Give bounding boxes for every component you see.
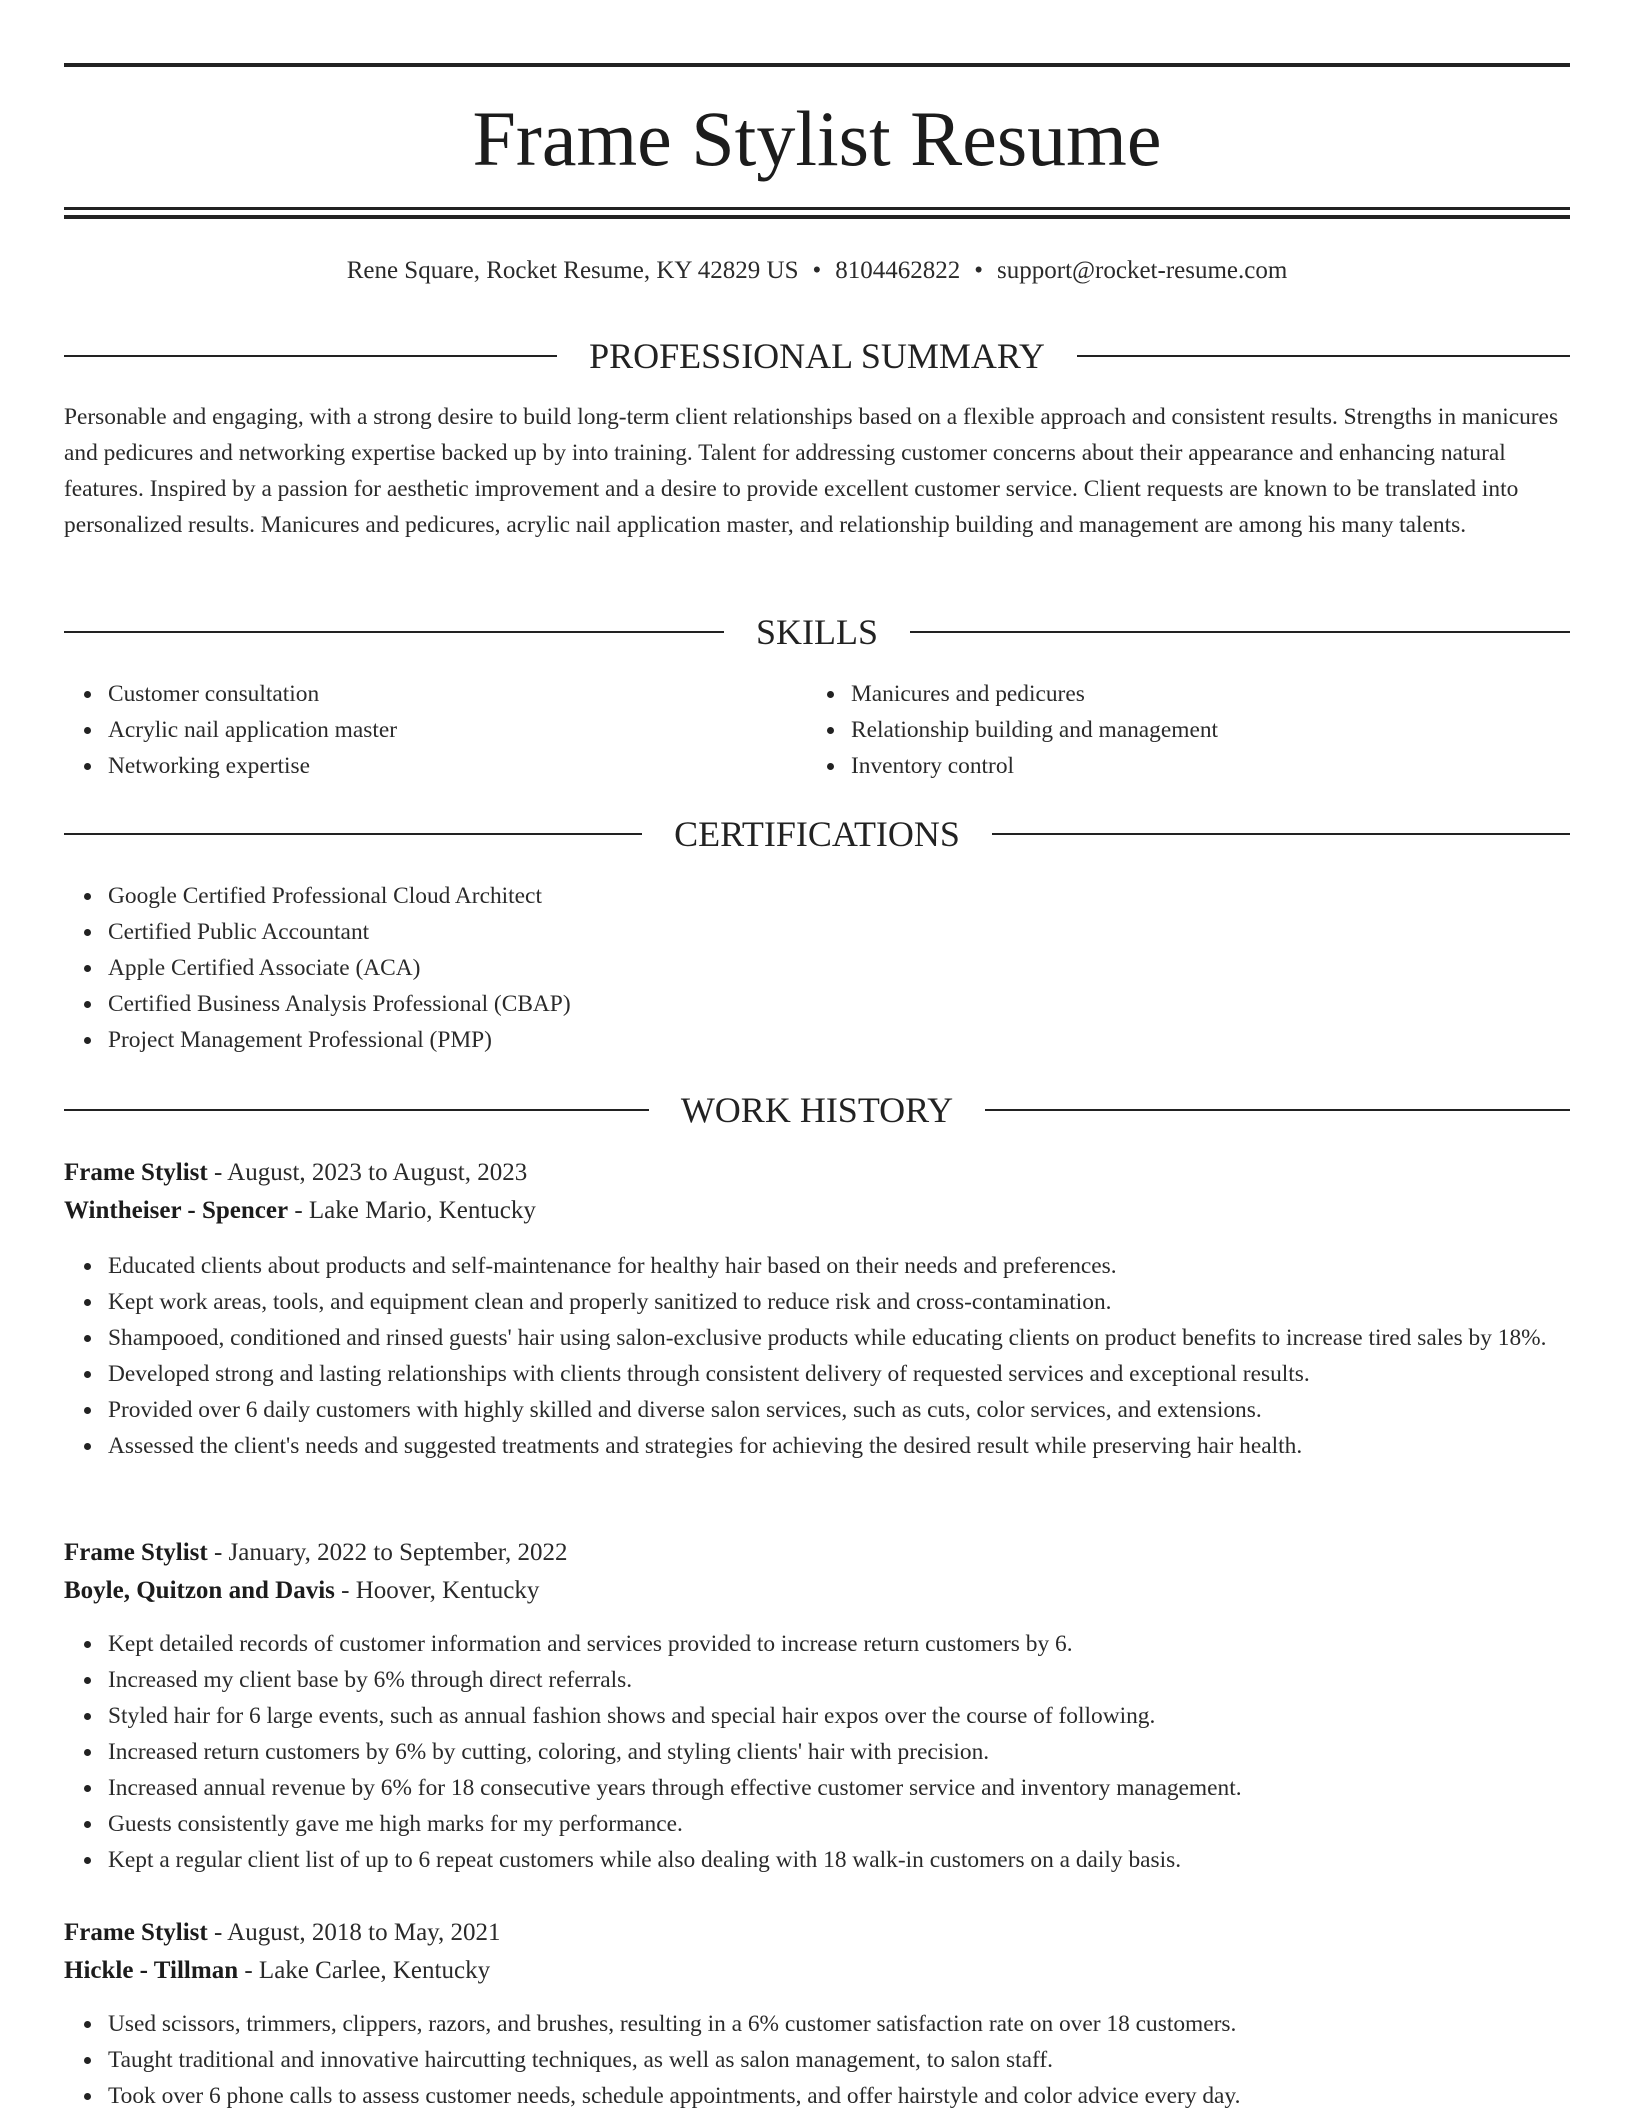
heading-rule-right (992, 833, 1570, 835)
certification-item: Google Certified Professional Cloud Architect (108, 878, 1570, 914)
skills-heading (64, 610, 1570, 654)
title-rule-upper (64, 207, 1570, 210)
job-dates: - January, 2022 to September, 2022 (213, 1539, 568, 1566)
job-company-line (64, 1953, 1570, 1989)
summary-heading-label: PROFESSIONAL SUMMARY (589, 336, 1045, 376)
heading-rule-right (910, 631, 1570, 633)
job-title-line (64, 1535, 1570, 1571)
job-bullet: Developed strong and lasting relationships with clients through consistent delivery of requested services and exceptional results. (108, 1356, 1570, 1392)
top-rule (64, 63, 1570, 67)
skills-list-left (64, 676, 808, 784)
job-bullet: Shampooed, conditioned and rinsed guests' hair using salon-exclusive products while educating clients on product benefits to increase tired sales by 18%. (108, 1320, 1570, 1356)
certification-item: Certified Public Accountant (108, 914, 1570, 950)
job-bullet: Taught traditional and innovative haircutting techniques, as well as salon management, to salon staff. (108, 2042, 1570, 2078)
job-location: - Hoover, Kentucky (341, 1577, 540, 1604)
job-bullet: Used scissors, trimmers, clippers, razors, and brushes, resulting in a 6% customer satisfaction rate on over 18 customers. (108, 2006, 1570, 2042)
heading-rule-left (64, 631, 724, 633)
job-bullet: Styled hair for 6 large events, such as annual fashion shows and special hair expos over the course of following. (108, 1698, 1570, 1734)
job-bullet: Assessed the client's needs and suggested treatments and strategies for achieving the desired result while preserving hair health. (108, 1428, 1570, 1464)
contact-separator: • (812, 257, 822, 284)
contact-address: Rene Square, Rocket Resume, KY 42829 US (346, 257, 799, 284)
job-bullet: Kept work areas, tools, and equipment clean and properly sanitized to reduce risk and cross-contamination. (108, 1284, 1570, 1320)
heading-rule-right (985, 1109, 1570, 1111)
job-bullet: Took over 6 phone calls to assess customer needs, schedule appointments, and offer hairstyle and color advice every day. (108, 2078, 1570, 2114)
summary-heading (64, 334, 1570, 378)
job-company: Wintheiser - Spencer (64, 1197, 289, 1224)
contact-phone: 8104462822 (835, 257, 961, 284)
job-bullets (64, 2006, 1570, 2114)
contact-line (64, 255, 1570, 287)
job-bullets (64, 1248, 1570, 1464)
skill-item: Networking expertise (108, 748, 808, 784)
work-history-heading-label: WORK HISTORY (680, 1090, 954, 1130)
job-company: Boyle, Quitzon and Davis (64, 1577, 335, 1604)
skills-heading-label: SKILLS (756, 612, 879, 652)
heading-rule-left (64, 1109, 649, 1111)
title-rule-lower (64, 215, 1570, 219)
job-dates: - August, 2018 to May, 2021 (213, 1919, 501, 1946)
certifications-heading (64, 812, 1570, 856)
job-bullet: Guests consistently gave me high marks for my performance. (108, 1806, 1570, 1842)
skill-item: Customer consultation (108, 676, 808, 712)
certifications-list (64, 878, 1570, 1058)
job-dates: - August, 2023 to August, 2023 (213, 1159, 528, 1186)
job-bullet: Increased return customers by 6% by cutting, coloring, and styling clients' hair with precision. (108, 1734, 1570, 1770)
certification-item: Apple Certified Associate (ACA) (108, 950, 1570, 986)
job-role: Frame Stylist (64, 1539, 208, 1566)
skill-item: Relationship building and management (851, 712, 1551, 748)
certification-item: Project Management Professional (PMP) (108, 1022, 1570, 1058)
job-location: - Lake Carlee, Kentucky (244, 1957, 491, 1984)
job-title-line (64, 1155, 1570, 1191)
job-bullet: Kept a regular client list of up to 6 repeat customers while also dealing with 18 walk-in customers on a daily basis. (108, 1842, 1570, 1878)
certifications-heading-label: CERTIFICATIONS (674, 814, 960, 854)
heading-rule-left (64, 833, 642, 835)
contact-email: support@rocket-resume.com (997, 257, 1288, 284)
job-location: - Lake Mario, Kentucky (294, 1197, 536, 1224)
job-bullet: Increased my client base by 6% through direct referrals. (108, 1662, 1570, 1698)
job-bullet: Educated clients about products and self-maintenance for healthy hair based on their needs and preferences. (108, 1248, 1570, 1284)
job-bullets (64, 1626, 1570, 1878)
summary-text: Personable and engaging, with a strong desire to build long-term client relationships based on a flexible approach and consistent results. Strengths in manicures and pedicures and networking expertise backed up by into training. Talent for addressing customer concerns about their appearance and enhancing natural features. Inspired by a passion for aesthetic improvement and a desire to provide excellent customer service. Client requests are known to be translated into personalized results. Manicures and pedicures, acrylic nail application master, and relationship building and management are among his many talents. (64, 404, 1559, 538)
job-bullet: Kept detailed records of customer information and services provided to increase return customers by 6. (108, 1626, 1570, 1662)
job-company-line (64, 1573, 1570, 1609)
contact-separator: • (974, 257, 984, 284)
resume-title: Frame Stylist Resume (472, 95, 1162, 182)
job-bullet: Provided over 6 daily customers with highly skilled and diverse salon services, such as cuts, color services, and extensions. (108, 1392, 1570, 1428)
heading-rule-left (64, 355, 557, 357)
certification-item: Certified Business Analysis Professional (CBAP) (108, 986, 1570, 1022)
skill-item: Inventory control (851, 748, 1551, 784)
job-role: Frame Stylist (64, 1159, 208, 1186)
job-company: Hickle - Tillman (64, 1957, 239, 1984)
job-title-line (64, 1915, 1570, 1951)
job-role: Frame Stylist (64, 1919, 208, 1946)
job-bullet: Increased annual revenue by 6% for 18 consecutive years through effective customer service and inventory management. (108, 1770, 1570, 1806)
work-history-heading (64, 1088, 1570, 1132)
job-company-line (64, 1193, 1570, 1229)
heading-rule-right (1077, 355, 1570, 357)
skill-item: Manicures and pedicures (851, 676, 1551, 712)
skill-item: Acrylic nail application master (108, 712, 808, 748)
skills-list-right (807, 676, 1551, 784)
